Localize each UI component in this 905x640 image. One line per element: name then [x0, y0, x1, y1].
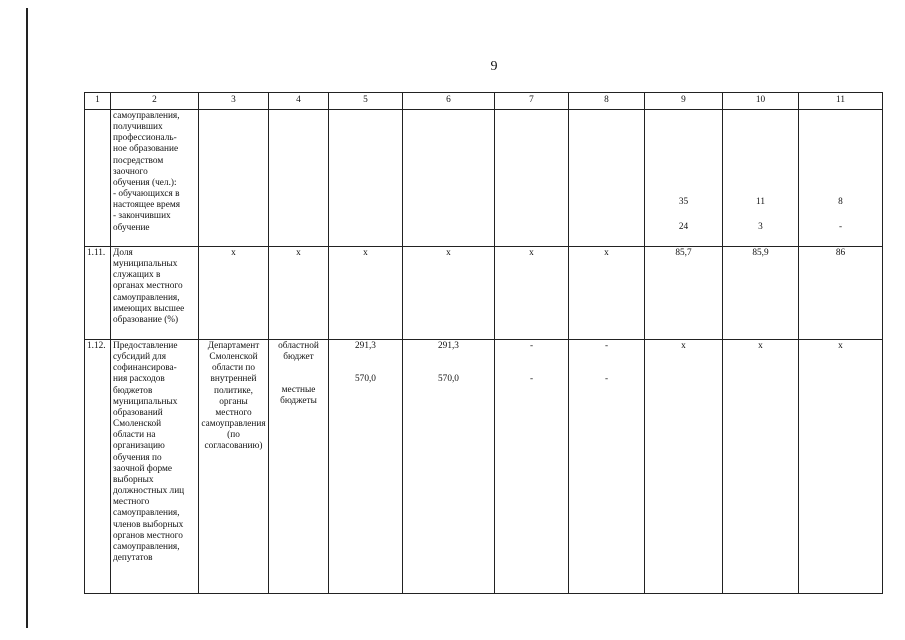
executor-cell: [199, 110, 269, 247]
column-header: 3: [199, 93, 269, 110]
source-cell: [269, 110, 329, 247]
funding-source-cell: областной бюджет местные бюджеты: [269, 340, 329, 594]
column-header: 9: [645, 93, 723, 110]
page-number: 9: [490, 59, 498, 74]
row-index-cell: [85, 110, 111, 247]
value-cell: [403, 110, 495, 247]
table-header-row: [85, 93, 883, 110]
indicator-cell: Доля муниципальных служащих в органах местного самоуправления, имеющих высшее образование (%): [111, 247, 199, 340]
value-cell: 85,7: [645, 247, 723, 340]
value-cell: - -: [495, 340, 569, 594]
value-cell: [495, 110, 569, 247]
value-cell: х: [269, 247, 329, 340]
document-table: [84, 92, 883, 594]
value-cell: 35 24: [645, 110, 723, 247]
row-index-cell: 1.12.: [85, 340, 111, 594]
column-header: 4: [269, 93, 329, 110]
value-cell: 11 3: [723, 110, 799, 247]
indicator-cell: Предоставление субсидий для софинансирова- ния расходов бюджетов муниципальных образований Смоленской области на организацию обучения по заочной форме выборных должностных лиц местного самоуправления, членов выборных органов местного самоуправления, депутатов: [111, 340, 199, 594]
table-row: [85, 340, 883, 594]
value-cell: [329, 110, 403, 247]
value-cell: 85,9: [723, 247, 799, 340]
value-cell: х: [723, 340, 799, 594]
value-cell: - -: [569, 340, 645, 594]
value-cell: х: [199, 247, 269, 340]
executor-cell: Департамент Смоленской области по внутренней политике, органы местного самоуправления (по согласованию): [199, 340, 269, 594]
column-header: 8: [569, 93, 645, 110]
value-cell: х: [329, 247, 403, 340]
column-header: 2: [111, 93, 199, 110]
column-header: 10: [723, 93, 799, 110]
column-header: 11: [799, 93, 883, 110]
value-cell: 291,3 570,0: [403, 340, 495, 594]
value-cell: 291,3 570,0: [329, 340, 403, 594]
column-header: 5: [329, 93, 403, 110]
value-cell: 8 -: [799, 110, 883, 247]
column-header: 1: [85, 93, 111, 110]
value-cell: [569, 110, 645, 247]
table-row: [85, 247, 883, 340]
value-cell: х: [569, 247, 645, 340]
row-index-cell: 1.11.: [85, 247, 111, 340]
page-margin-line: [26, 8, 28, 628]
value-cell: х: [403, 247, 495, 340]
column-header: 6: [403, 93, 495, 110]
value-cell: 86: [799, 247, 883, 340]
indicator-cell: самоуправления, получивших профессиональ- ное образование посредством заочного обучения (чел.): - обучающихся в настоящее время - закончивших обучение: [111, 110, 199, 247]
value-cell: х: [495, 247, 569, 340]
value-cell: х: [799, 340, 883, 594]
table-row: [85, 110, 883, 247]
value-cell: х: [645, 340, 723, 594]
column-header: 7: [495, 93, 569, 110]
